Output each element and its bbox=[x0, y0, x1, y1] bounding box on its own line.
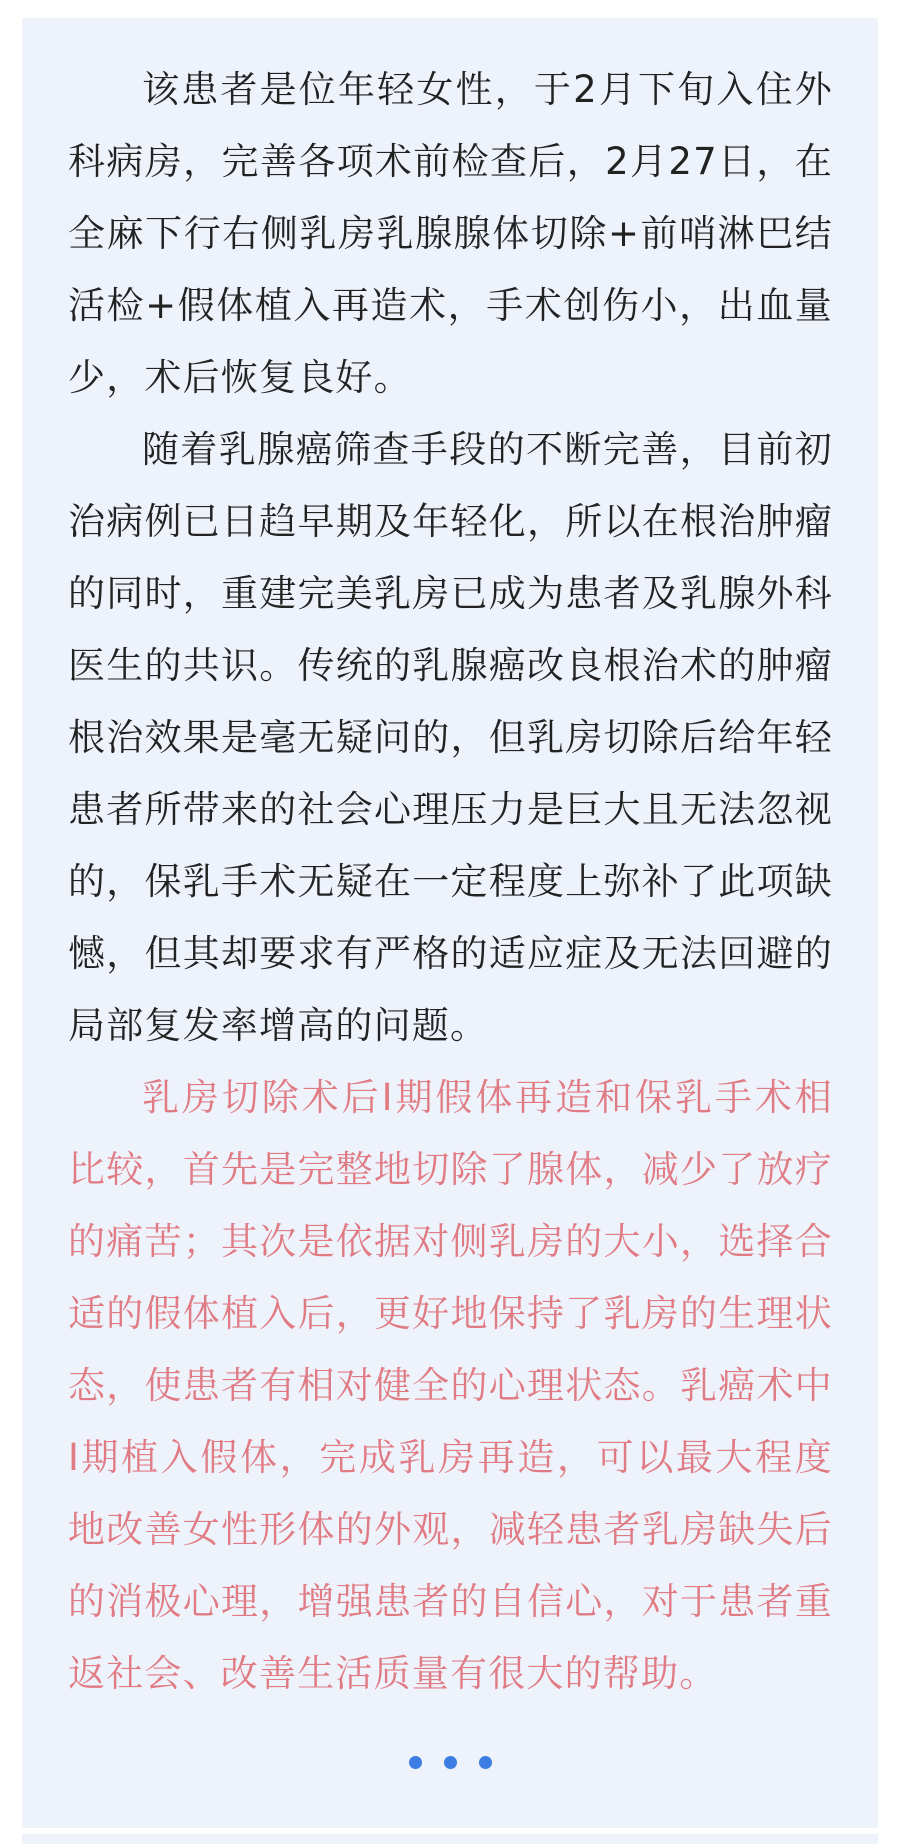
paragraph-highlight-benefits: 乳房切除术后Ⅰ期假体再造和保乳手术相比较，首先是完整地切除了腺体，减少了放疗的痛苦；其次是依据对侧乳房的大小，选择合适的假体植入后，更好地保持了乳房的生理状态，使患者有相对健全的心理状态。乳癌术中Ⅰ期植入假体，完成乳房再造，可以最大程度地改善女性形体的外观，减轻患者乳房缺失后的消极心理，增强患者的自信心，对于患者重返社会、改善生活质量有很大的帮助。 bbox=[68, 1076, 833, 1695]
dot-icon bbox=[444, 1756, 457, 1769]
paragraph-background: 随着乳腺癌筛查手段的不断完善，目前初治病例已日趋早期及年轻化，所以在根治肿瘤的同时，重建完美乳房已成为患者及乳腺外科医生的共识。传统的乳腺癌改良根治术的肿瘤根治效果是毫无疑问的，但乳房切除后给年轻患者所带来的社会心理压力是巨大且无法忽视的，保乳手术无疑在一定程度上弥补了此项缺憾，但其却要求有严格的适应症及无法回避的局部复发率增高的问题。 bbox=[68, 428, 833, 1047]
next-card-edge bbox=[22, 1834, 878, 1844]
dot-icon bbox=[409, 1756, 422, 1769]
article-body bbox=[68, 54, 833, 1710]
section-divider-dots bbox=[0, 1756, 900, 1769]
dot-icon bbox=[479, 1756, 492, 1769]
paragraph-case-description: 该患者是位年轻女性，于2月下旬入住外科病房，完善各项术前检查后，2月27日，在全麻下行右侧乳房乳腺腺体切除+前哨淋巴结活检+假体植入再造术，手术创伤小，出血量少，术后恢复良好。 bbox=[68, 68, 833, 399]
